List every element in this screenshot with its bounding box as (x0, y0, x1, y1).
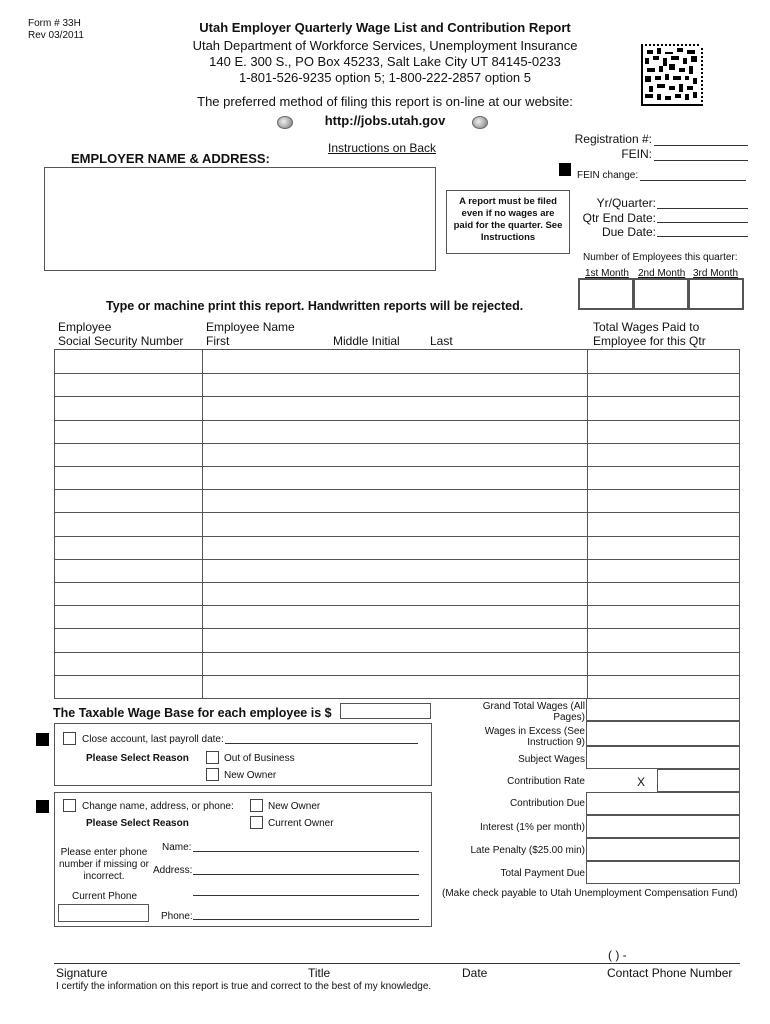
table-row-divider (55, 652, 739, 653)
table-row-divider (55, 466, 739, 467)
enter-phone-note: Please enter phone number if missing or incorrect. (58, 847, 150, 882)
total-payment-label: Total Payment Due (500, 868, 585, 879)
contribution-rate-field[interactable] (657, 769, 740, 792)
employees-count-label: Number of Employees this quarter: (583, 252, 738, 263)
change-new-owner-checkbox[interactable] (250, 799, 263, 812)
close-new-owner-checkbox[interactable] (206, 768, 219, 781)
change-select-reason: Please Select Reason (86, 818, 189, 829)
table-row-divider (55, 443, 739, 444)
taxable-wage-base-label: The Taxable Wage Base for each employee is $ (53, 706, 332, 720)
fein-label: FEIN: (621, 147, 652, 161)
late-penalty-field[interactable] (586, 838, 740, 861)
change-address-field[interactable] (193, 874, 419, 875)
globe-icon (472, 116, 488, 129)
close-account-marker (36, 733, 49, 746)
change-name-field[interactable] (193, 851, 419, 852)
employer-name-address-field[interactable] (44, 167, 436, 271)
contribution-due-label: Contribution Due (509, 798, 585, 809)
signature-line[interactable] (54, 963, 740, 964)
out-of-business-checkbox[interactable] (206, 751, 219, 764)
barcode-icon (641, 44, 703, 106)
fein-change-field[interactable] (640, 180, 746, 181)
column-divider (202, 350, 203, 698)
col-ssn-header-2: Social Security Number (58, 334, 184, 348)
registration-label: Registration #: (574, 132, 652, 146)
grand-total-label: Grand Total Wages (All Pages) (482, 701, 585, 723)
subject-wages-field[interactable] (586, 746, 740, 769)
qtr-end-date-field[interactable] (657, 222, 748, 223)
col-middle-header: Middle Initial (333, 334, 400, 348)
table-row-divider (55, 373, 739, 374)
change-info-marker (36, 800, 49, 813)
change-info-checkbox[interactable] (63, 799, 76, 812)
month-2-employees-field[interactable] (633, 278, 689, 310)
new-phone-label: Phone: (161, 911, 193, 922)
fein-change-label: FEIN change: (577, 170, 639, 181)
signature-label: Signature (56, 966, 108, 980)
column-divider (587, 350, 588, 698)
out-of-business-label: Out of Business (224, 753, 295, 764)
table-row-divider (55, 605, 739, 606)
wages-excess-label: Wages in Excess (See Instruction 9) (484, 726, 585, 748)
due-date-label: Due Date: (601, 225, 656, 239)
form-number: Form # 33H (28, 18, 81, 29)
table-row-divider (55, 420, 739, 421)
registration-field[interactable] (654, 145, 748, 146)
table-row-divider (55, 512, 739, 513)
close-new-owner-label: New Owner (224, 770, 277, 781)
fein-field[interactable] (654, 160, 748, 161)
month-2-label: 2nd Month (638, 268, 686, 279)
current-owner-label: Current Owner (268, 818, 334, 829)
interest-label: Interest (1% per month) (479, 822, 585, 833)
late-penalty-label: Late Penalty ($25.00 min) (470, 845, 585, 856)
title-label: Title (308, 966, 331, 980)
contact-phone-label: Contact Phone Number (607, 966, 733, 980)
grand-total-field[interactable] (586, 698, 740, 721)
form-revision: Rev 03/2011 (28, 30, 84, 41)
month-3-employees-field[interactable] (688, 278, 744, 310)
employer-name-address-label: EMPLOYER NAME & ADDRESS: (71, 151, 270, 166)
current-phone-label: Current Phone (72, 891, 138, 902)
table-row-divider (55, 582, 739, 583)
table-row-divider (55, 628, 739, 629)
table-row-divider (55, 536, 739, 537)
agency-phones: 1-801-526-9235 option 5; 1-800-222-2857 option 5 (238, 70, 531, 85)
page-title: Utah Employer Quarterly Wage List and Contribution Report (199, 20, 571, 35)
multiply-sign: X (637, 775, 646, 789)
close-account-label: Close account, last payroll date: (82, 734, 224, 745)
due-date-field[interactable] (657, 236, 748, 237)
last-payroll-date-field[interactable] (225, 743, 418, 744)
yr-quarter-label: Yr/Quarter: (596, 196, 656, 210)
instructions-link[interactable]: Instructions on Back (328, 141, 437, 155)
change-address-field-2[interactable] (193, 895, 419, 896)
total-payment-field[interactable] (586, 861, 740, 884)
notice-text: A report must be filed even if no wages are paid for the quarter. See Instructions (453, 196, 563, 243)
table-row-divider (55, 396, 739, 397)
change-address-label: Address: (153, 865, 193, 876)
month-1-employees-field[interactable] (578, 278, 634, 310)
table-row-divider (55, 489, 739, 490)
change-info-label: Change name, address, or phone: (82, 801, 234, 812)
globe-icon (277, 116, 293, 129)
contribution-due-field[interactable] (586, 792, 740, 815)
current-owner-checkbox[interactable] (250, 816, 263, 829)
notice-box (446, 190, 570, 254)
table-row-divider (55, 675, 739, 676)
close-account-checkbox[interactable] (63, 732, 76, 745)
wage-list-table[interactable] (54, 349, 740, 699)
change-new-owner-label: New Owner (268, 801, 321, 812)
print-notice: Type or machine print this report. Handwritten reports will be rejected. (106, 299, 524, 313)
new-phone-field[interactable] (193, 919, 419, 920)
month-1-label: 1st Month (585, 268, 629, 279)
certification-text: I certify the information on this report is true and correct to the best of my knowledge. (56, 981, 432, 992)
preferred-method-text: The preferred method of filing this report is on-line at our website: (197, 94, 573, 109)
website-link[interactable]: http://jobs.utah.gov (324, 113, 446, 128)
subject-wages-label: Subject Wages (518, 754, 585, 765)
col-ssn-header-1: Employee (58, 320, 112, 334)
change-name-label: Name: (162, 842, 192, 853)
check-payable-note: (Make check payable to Utah Unemployment Compensation Fund) (442, 888, 738, 899)
col-first-header: First (206, 334, 230, 348)
contribution-rate-label: Contribution Rate (507, 776, 585, 787)
taxable-wage-base-field[interactable] (340, 703, 431, 719)
contact-phone-format: ( ) - (608, 948, 627, 962)
wages-excess-field[interactable] (586, 721, 740, 746)
col-name-header: Employee Name (206, 320, 295, 334)
yr-quarter-field[interactable] (657, 208, 748, 209)
fein-change-marker (559, 163, 571, 176)
col-last-header: Last (430, 334, 453, 348)
col-wages-header-1: Total Wages Paid to (593, 320, 700, 334)
close-select-reason: Please Select Reason (86, 753, 189, 764)
qtr-end-date-label: Qtr End Date: (582, 211, 656, 225)
agency-address: 140 E. 300 S., PO Box 45233, Salt Lake City UT 84145-0233 (209, 54, 561, 69)
current-phone-field[interactable] (58, 904, 149, 922)
col-wages-header-2: Employee for this Qtr (593, 334, 706, 348)
agency-name: Utah Department of Workforce Services, Unemployment Insurance (192, 38, 578, 53)
table-row-divider (55, 559, 739, 560)
interest-field[interactable] (586, 815, 740, 838)
month-3-label: 3rd Month (693, 268, 739, 279)
date-label: Date (462, 966, 488, 980)
